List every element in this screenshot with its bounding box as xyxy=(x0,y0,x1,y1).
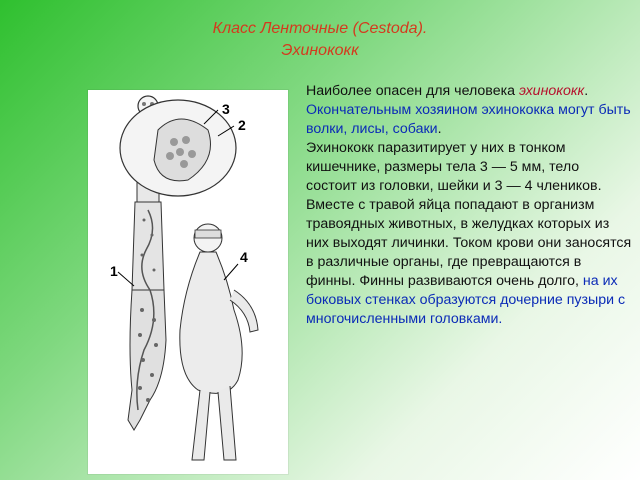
p1-emphasis: эхинококк xyxy=(518,83,585,99)
title-line-2: Эхинококк xyxy=(281,42,359,59)
label-4: 4 xyxy=(240,249,248,265)
p1-text-a: Наиболее опасен для человека xyxy=(306,83,519,99)
slide-title xyxy=(0,18,640,62)
label-3: 3 xyxy=(222,101,230,117)
title-line-1: Класс Ленточные (Cestoda). xyxy=(212,20,428,37)
paragraph-2 xyxy=(306,139,632,329)
p1-text-end: . xyxy=(437,121,442,137)
p2-highlight: на их боковых стенках образуются дочерние пузыри с многочисленными головками. xyxy=(306,273,626,327)
illustration-svg xyxy=(88,90,288,474)
paragraph-1 xyxy=(306,82,632,139)
p1-text-b: . xyxy=(584,83,589,99)
label-2: 2 xyxy=(238,117,246,133)
p2-text: Эхинококк паразитирует у них в тонком кишечнике, размеры тела 3 — 5 мм, тело состоит из головки, шейки и 3 — 4 члеников. Вместе с травой яйца попадают в организм травоядных животных, в желудках которых из них выходят личинки. Током крови они заносятся в различные органы, где превращаются в финны. Финны развиваются очень долго, xyxy=(306,140,632,289)
echinococcus-illustration xyxy=(88,90,288,474)
cyst-drawing xyxy=(120,100,236,196)
p1-highlight: Окончательным хозяином эхинококка могут быть волки, лисы, собаки xyxy=(306,102,631,137)
description-text xyxy=(306,82,632,329)
label-1: 1 xyxy=(110,263,118,279)
